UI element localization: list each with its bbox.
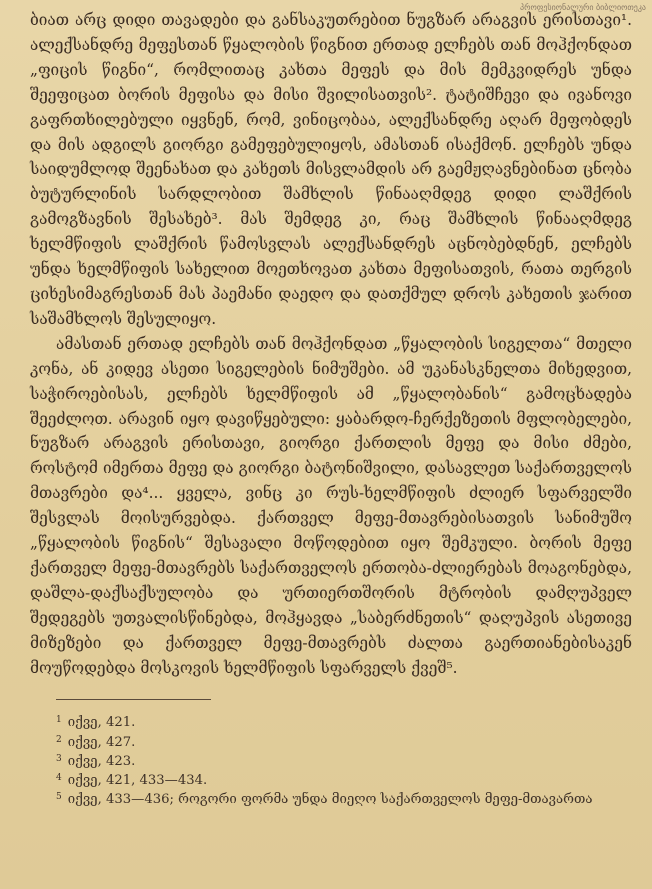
footnote-number: 4 bbox=[56, 773, 62, 784]
footnote bbox=[56, 712, 632, 731]
footnote bbox=[56, 751, 632, 770]
footnote-text: იქვე, 433—436; როგორი ფორმა უნდა მიეღო საქართველოს მეფე-მთავართა bbox=[67, 792, 593, 808]
footnote-number: 3 bbox=[56, 753, 62, 764]
footnote-text: იქვე, 421. bbox=[67, 715, 136, 731]
footnote bbox=[56, 732, 632, 751]
paragraph: ამასთან ერთად ელჩებს თან მოჰქონდათ „წყალობის სიგელთა“ მთელი კონა, ან კიდევ ასეთი სიგელების ნიმუშები. ამ უკანასკნელთა მიხედვით, საჭიროებისას, ელჩებს ხელმწიფის ამ „წყალობანის“ გამოცხადება შეეძლოთ. არავინ იყო დავიწყებული: ყაბარდო-ჩერქეზეთის მფლობელები, ნუგზარ არაგვის ერისთავი, გიორგი ქართლის მეფე და მისი ძმები, როსტომ იმერთა მეფე და გიორგი ბატონიშვილი, დასავლეთ საქართველოს მთავრები და⁴... ყველა, ვინც კი რუს-ხელმწიფის ძლიერ სფარველში შესვლას მოისურვებდა. ქართველ მეფე-მთავრებისათვის სანიმუშო „წყალობის წიგნის“ შესავალი მოწოდებით იყო შემკული. ბორის მეფე ქართველ მეფე-მთავრებს საქართველოს ერთობა-ძლიერებას მოაგონებდა, დაშლა-დაქსაქსულობა და ურთიერთშორის მტრობის დამღუპველ შედეგებს უთვალისწინებდა, მოჰყავდა „საბერძნეთის“ დაღუპვის ასეთივე მიზეზები და ქართველ მეფე-მთავრებს ძალთა გაერთიანებისაკენ მოუწოდებდა მოსკოვის ხელმწიფის სფარველს ქვეშ⁵. bbox=[30, 334, 632, 677]
footnote-text: იქვე, 423. bbox=[67, 753, 136, 769]
footnote-divider bbox=[56, 699, 211, 700]
footnote-text: იქვე, 421, 433—434. bbox=[67, 773, 208, 789]
footnote bbox=[56, 770, 632, 789]
footnote-number: 2 bbox=[56, 734, 62, 745]
library-watermark: პროფესიონალური ბიბლიოთეკა bbox=[520, 3, 646, 12]
footnote bbox=[56, 789, 632, 808]
footnotes bbox=[56, 712, 632, 808]
footnote-number: 5 bbox=[56, 792, 62, 803]
footnote-text: იქვე, 427. bbox=[67, 734, 136, 750]
paragraph: ბიათ არც დიდი თავადები და განსაკუთრებით ნუგზარ არაგვის ერისთავი¹. ალექსანდრე მეფესთან წყალობის წიგნით ერთად ელჩებს თან მოჰქონდათ „ფიცის წიგნი“, რომლითაც კახთა მეფეს და მის მემკვიდრეს უნდა შეეფიცათ ბორის მეფისა და მისი შვილისათვის². ტატიშჩევი და ივანოვი გაფრთხილებული იყვნენ, რომ, ვინიცობაა, ალექსანდრე აღარ მეფობდეს და მის ადგილს გიორგი გამეფებულიყოს, ამასთან ისაქმონ. ელჩებს უნდა საიდუმლოდ შეენახათ და კახეთს მისვლამდის არ გაემჟღავნებინათ ცნობა ბუტურლინის სარდლობით შამხლის წინააღმდეგ დიდი ლაშქრის გამოგზავნის შესახებ³. მას შემდეგ კი, რაც შამხლის წინააღმდეგ ხელმწიფის ლაშქრის წამოსვლას ალექსანდრეს აცნობებდნენ, ელჩებს უნდა ხელმწიფის სახელით მოეთხოვათ კახთა მეფისათვის, რათა თერგის ციხესიმაგრესთან მას პაემანი დაედო და დათქმულ დროს კახეთის ჯარით საშამხლოს შესულიყო. bbox=[30, 11, 632, 328]
body-text bbox=[30, 8, 632, 680]
footnote-number: 1 bbox=[56, 715, 62, 726]
